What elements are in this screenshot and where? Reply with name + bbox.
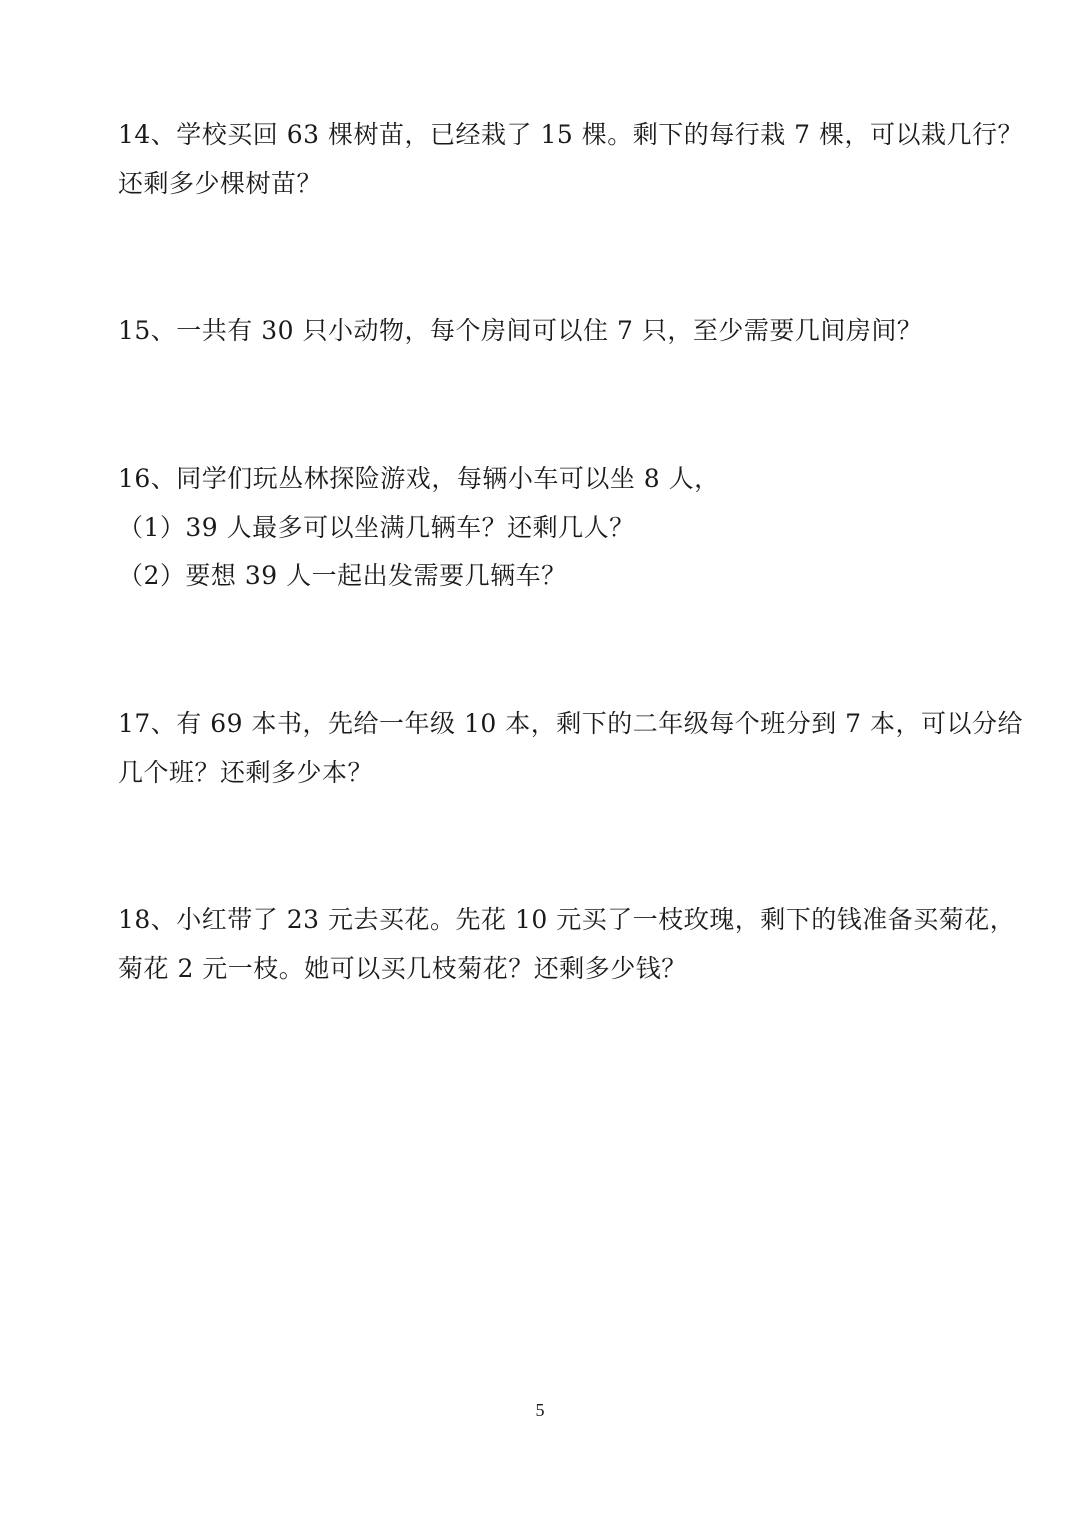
question-17-line-2: 几个班？还剩多少本？ bbox=[118, 758, 374, 787]
page-number: 5 bbox=[535, 1400, 545, 1420]
question-16-line-1: 16、同学们玩丛林探险游戏，每辆小车可以坐 8 人， bbox=[118, 464, 720, 493]
question-14-line-1: 14、学校买回 63 棵树苗，已经栽了 15 棵。剩下的每行栽 7 棵，可以栽几行？ bbox=[118, 120, 1024, 149]
question-14-line-2: 还剩多少棵树苗？ bbox=[118, 169, 323, 198]
question-16-part-1: （1）39 人最多可以坐满几辆车？还剩几人？ bbox=[118, 513, 635, 542]
question-16-part-2: （2）要想 39 人一起出发需要几辆车？ bbox=[118, 561, 567, 590]
question-15-line-1: 15、一共有 30 只小动物，每个房间可以住 7 只，至少需要几间房间？ bbox=[118, 316, 923, 345]
question-18-line-1: 18、小红带了 23 元去买花。先花 10 元买了一枝玫瑰，剩下的钱准备买菊花， bbox=[118, 905, 1016, 934]
question-17-line-1: 17、有 69 本书，先给一年级 10 本，剩下的二年级每个班分到 7 本，可以分给 bbox=[118, 709, 1024, 738]
question-18-line-2: 菊花 2 元一枝。她可以买几枝菊花？还剩多少钱？ bbox=[118, 954, 687, 983]
